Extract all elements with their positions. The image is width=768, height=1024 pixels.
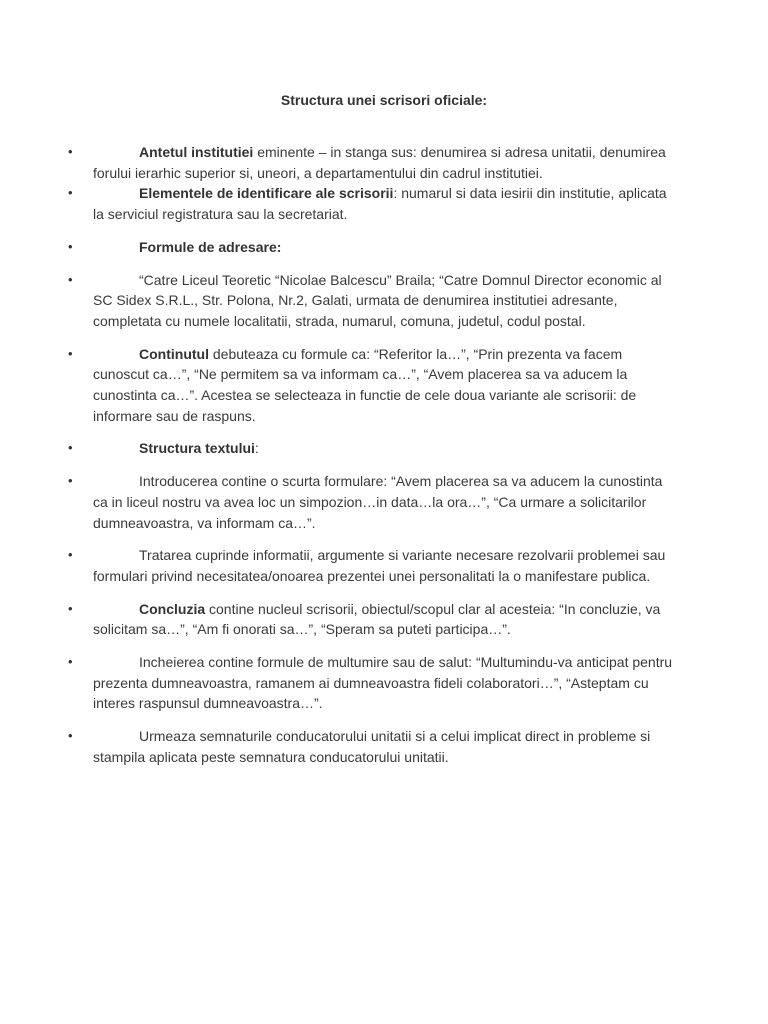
item-text: : — [254, 440, 259, 457]
bullet-list — [0, 142, 768, 780]
item-lead: Formule de adresare: — [139, 238, 282, 255]
item-lead: Structura textului — [139, 440, 255, 457]
list-item — [0, 183, 768, 224]
bullet-icon: • — [68, 547, 73, 563]
item-text: Introducerea contine o scurta formulare: “Avem placerea sa va aducem la cunostinta ca in liceul nostru va avea loc un simpozion…in data…la ora…”, “Ca urmare a solicitarilor dumneavoastra, va informam ca…”. — [93, 473, 663, 531]
bullet-icon: • — [68, 600, 73, 616]
list-item — [0, 726, 768, 767]
item-text: eminente – in stanga sus: denumirea si adresa unitatii, denumirea forului ierarhic superior si, uneori, a departamentului din cadrul institutiei. — [93, 144, 666, 181]
bullet-icon: • — [68, 654, 73, 670]
bullet-icon: • — [68, 144, 73, 159]
bullet-icon: • — [68, 185, 73, 201]
document-title: Structura unei scrisori oficiale: — [280, 92, 488, 108]
bullet-icon: • — [68, 238, 73, 254]
list-item — [0, 545, 768, 586]
item-lead: Elementele de identificare ale scrisorii — [139, 185, 394, 202]
bullet-icon: • — [68, 271, 73, 287]
list-item — [0, 344, 768, 427]
item-lead: Continutul — [139, 345, 209, 362]
item-text: “Catre Liceul Teoretic “Nicolae Balcescu” Braila; “Catre Domnul Director economic al SC Sidex S.R.L., Str. Polona, Nr.2, Galati, urmata de denumirea institutiei adresante, completata cu numele localitatii, strada, numarul, comuna, judetul, codul postal. — [93, 271, 662, 329]
item-text: Urmeaza semnaturile conducatorului unitatii si a celui implicat direct in probleme si stampila aplicata peste semnatura conducatorului unitatii. — [93, 728, 651, 765]
item-text: Incheierea contine formule de multumire sau de salut: “Multumindu-va anticipat pentru prezenta dumneavoastra, ramanem ai dumneavoastra fideli colaboratori…”, “Asteptam cu interes raspunsul dumneavoastra…”. — [93, 654, 673, 712]
list-item — [0, 652, 768, 714]
item-lead: Antetul institutiei — [139, 144, 254, 160]
list-item — [0, 142, 768, 183]
list-item — [0, 237, 768, 258]
list-item — [0, 599, 768, 640]
list-item — [0, 471, 768, 533]
bullet-icon: • — [68, 473, 73, 489]
item-lead: Concluzia — [139, 600, 206, 617]
bullet-icon: • — [68, 345, 73, 361]
item-text: Tratarea cuprinde informatii, argumente si variante necesare rezolvarii problemei sau formulari privind necesitatea/onoarea prezentei unei personalitati la o manifestare publica. — [93, 547, 666, 584]
list-item — [0, 270, 768, 332]
bullet-icon: • — [68, 440, 73, 456]
item-text: debuteaza cu formule ca: “Referitor la…”, “Prin prezenta va facem cunoscut ca…”, “Ne permitem sa va informam ca…”, “Avem placerea sa va aducem la cunostinta ca…”. Acestea se selecteaza in functie de cele doua variante ale scrisorii: de informare sau de raspuns. — [93, 345, 637, 424]
item-text: : numarul si data iesirii din institutie, aplicata la serviciul registratura sau la secretariat. — [93, 185, 667, 223]
list-item — [0, 438, 768, 459]
item-text: contine nucleul scrisorii, obiectul/scopul clar al acesteia: “In concluzie, va solicitam sa…”, “Am fi onorati sa…”, “Speram sa puteti participa…”. — [93, 600, 661, 638]
bullet-icon: • — [68, 728, 73, 744]
